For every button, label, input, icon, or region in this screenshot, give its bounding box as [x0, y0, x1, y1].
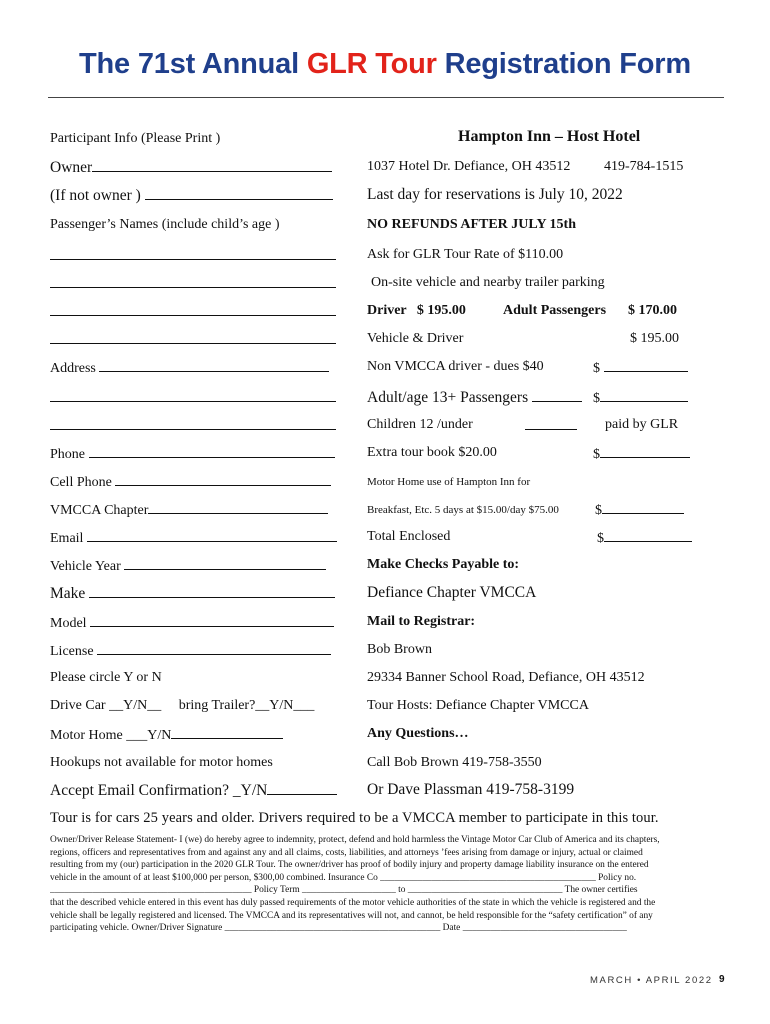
- issue-date: MARCH • APRIL 2022: [590, 975, 713, 986]
- title-glr-tour: GLR Tour: [306, 48, 437, 80]
- page-title: [0, 48, 770, 81]
- phone-field[interactable]: Phone: [50, 445, 335, 463]
- release-line: Owner/Driver Release Statement- I (we) do hereby agree to indemnity, protect, defend and hold harmless the Vintage Motor Car Club of America and its chapters,: [50, 835, 660, 845]
- vehicle-year-field[interactable]: Vehicle Year: [50, 557, 326, 575]
- release-line: regions, officers and representatives from and against any and all claims, costs, liabilities, and attorneys ’fees arising from damage or injury, actual or claimed: [50, 847, 643, 858]
- hotel-address: 1037 Hotel Dr. Defiance, OH 43512: [367, 159, 571, 174]
- passengers-heading: Passenger’s Names (include child’s age ): [50, 217, 280, 232]
- hotel-header: Hampton Inn – Host Hotel: [458, 128, 641, 145]
- onsite-parking: On-site vehicle and nearby trailer parking: [371, 275, 605, 290]
- release-line: that the described vehicle entered in this event has duly passed requirements of the motor vehicle authorities of the state in which the vehicle is registered and the: [50, 897, 656, 908]
- vmcca-chapter-field[interactable]: VMCCA Chapter: [50, 501, 328, 519]
- drive-car-trailer-field[interactable]: Drive Car __Y/N__ bring Trailer?__Y/N___: [50, 698, 315, 713]
- no-refunds: NO REFUNDS AFTER JULY 15th: [367, 217, 576, 232]
- breakfast-fee: Breakfast, Etc. 5 days at $15.00/day $75.00: [367, 504, 559, 516]
- last-day-reservations: Last day for reservations is July 10, 2022: [367, 186, 623, 203]
- checks-payable-heading: Make Checks Payable to:: [367, 557, 520, 572]
- release-line[interactable]: vehicle in the amount of at least $100,000 per person, $300,00 combined. Insurance Co ______________________________________________ Policy no.: [50, 872, 637, 883]
- address-line-2[interactable]: [50, 389, 336, 407]
- tour-hosts: Tour Hosts: Defiance Chapter VMCCA: [367, 698, 589, 713]
- vehicle-driver-label: Vehicle & Driver: [367, 331, 464, 346]
- address-field[interactable]: Address: [50, 359, 329, 377]
- extra-book-amount-field[interactable]: $: [593, 445, 690, 463]
- page-number: 9: [719, 974, 725, 985]
- passenger-line-2[interactable]: [50, 275, 336, 293]
- adult-passengers-label: Adult Passengers: [503, 303, 607, 318]
- hookups-note: Hookups not available for motor homes: [50, 755, 273, 770]
- email-field[interactable]: Email: [50, 529, 337, 547]
- circle-instruction: Please circle Y or N: [50, 670, 162, 685]
- adult13-passengers[interactable]: Adult/age 13+ Passengers: [367, 389, 582, 406]
- non-vmcca-dues: Non VMCCA driver - dues $40: [367, 359, 544, 374]
- owner-field[interactable]: Owner: [50, 159, 332, 176]
- breakfast-amount-field[interactable]: $: [595, 501, 684, 519]
- if-not-owner-field[interactable]: (If not owner ): [50, 187, 333, 204]
- hotel-phone: 419-784-1515: [604, 159, 684, 174]
- any-questions-heading: Any Questions…: [367, 726, 469, 741]
- registrar-name: Bob Brown: [367, 642, 432, 657]
- passenger-line-3[interactable]: [50, 303, 336, 321]
- children-count-field[interactable]: [525, 417, 577, 435]
- title-part3: Registration Form: [436, 48, 691, 80]
- passenger-line-1[interactable]: [50, 247, 336, 265]
- cell-phone-field[interactable]: Cell Phone: [50, 473, 331, 491]
- license-field[interactable]: License: [50, 642, 331, 660]
- model-field[interactable]: Model: [50, 614, 334, 632]
- non-vmcca-amount-field[interactable]: $: [593, 359, 688, 377]
- title-divider: [48, 97, 724, 98]
- passenger-line-4[interactable]: [50, 331, 336, 349]
- release-statement: [50, 834, 722, 935]
- accept-email-field[interactable]: Accept Email Confirmation? _Y/N: [50, 782, 337, 799]
- vehicle-driver-price: $ 195.00: [630, 331, 679, 346]
- children-label: Children 12 /under: [367, 417, 473, 432]
- release-line[interactable]: ___________________________________________ Policy Term ____________________ to _________________________________ The owner certifies: [50, 885, 638, 896]
- or-dave-plassman: Or Dave Plassman 419-758-3199: [367, 781, 575, 798]
- tour-eligibility-note: Tour is for cars 25 years and older. Drivers required to be a VMCCA member to participate in this tour.: [50, 810, 659, 826]
- defiance-chapter: Defiance Chapter VMCCA: [367, 584, 537, 601]
- registrar-address: 29334 Banner School Road, Defiance, OH 43512: [367, 670, 645, 685]
- title-part1: The 71st Annual: [79, 48, 307, 80]
- call-bob-brown: Call Bob Brown 419-758-3550: [367, 755, 542, 770]
- adult-passengers-price: $ 170.00: [628, 303, 677, 318]
- motor-home-field[interactable]: Motor Home ___Y/N: [50, 726, 283, 744]
- adult13-amount-field[interactable]: $: [593, 389, 688, 407]
- make-field[interactable]: Make: [50, 585, 335, 602]
- total-enclosed-label: Total Enclosed: [367, 529, 451, 544]
- children-paid-by-glr: paid by GLR: [605, 417, 679, 432]
- tour-rate: Ask for GLR Tour Rate of $110.00: [367, 247, 564, 262]
- release-line: vehicle shall be legally registered and licensed. The VMCCA and its representatives will not, and cannot, be held responsible for the “safety certification” of any: [50, 910, 653, 921]
- release-line: resulting from my (our) participation in the 2020 GLR Tour. The owner/driver has proof of bodily injury and property damage liability insurance on the entered: [50, 860, 649, 871]
- driver-price: Driver $ 195.00: [367, 303, 466, 318]
- participant-info-heading: Participant Info (Please Print ): [50, 131, 221, 146]
- release-line[interactable]: participating vehicle. Owner/Driver Signature ______________________________________________ Date ___________________________________: [50, 923, 627, 934]
- extra-tour-book: Extra tour book $20.00: [367, 445, 497, 460]
- address-line-3[interactable]: [50, 417, 336, 435]
- motor-home-use: Motor Home use of Hampton Inn for: [367, 476, 531, 488]
- mail-registrar-heading: Mail to Registrar:: [367, 614, 476, 629]
- total-enclosed-field[interactable]: $: [597, 529, 692, 547]
